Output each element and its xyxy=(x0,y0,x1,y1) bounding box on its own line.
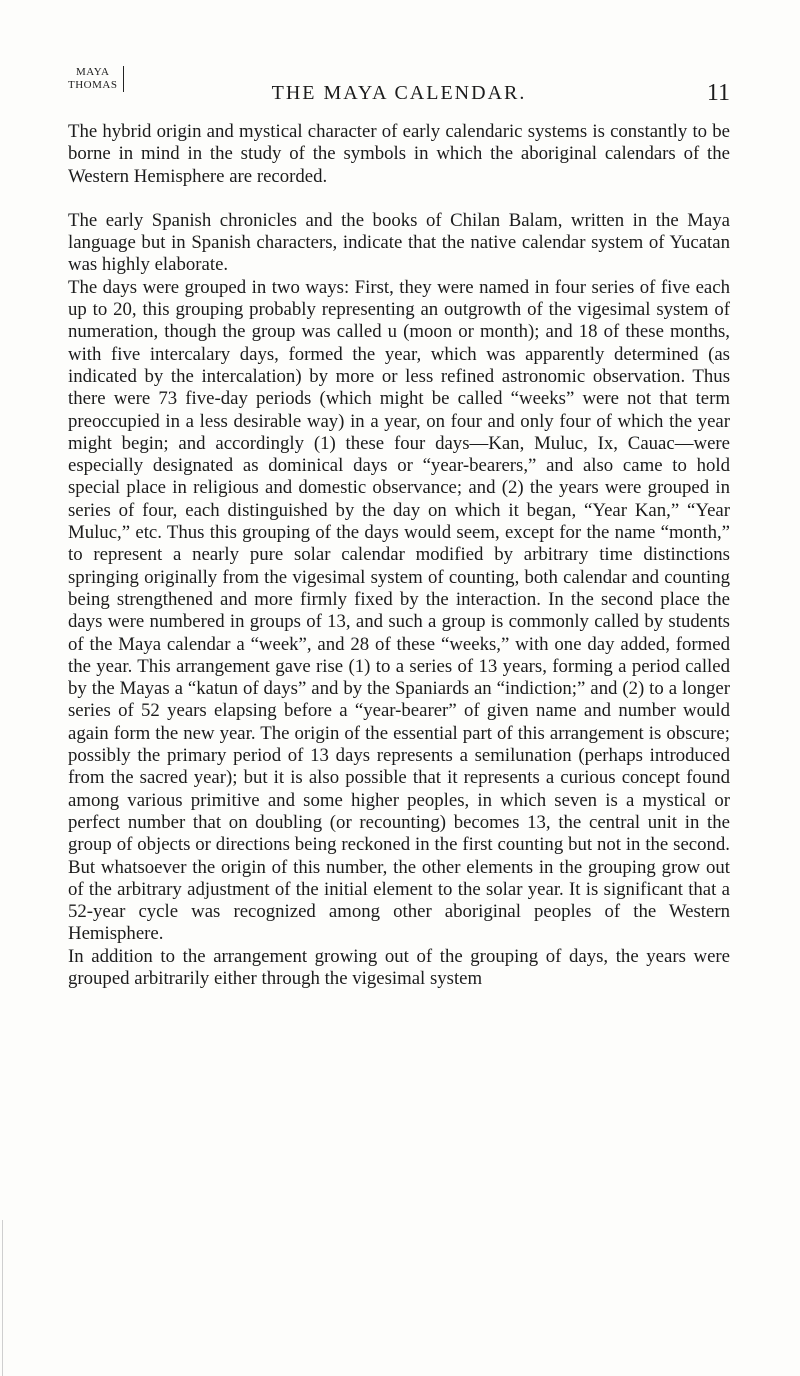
running-head xyxy=(68,60,730,104)
margin-citation-line-2: THOMAS xyxy=(68,79,118,91)
paragraph-4: In addition to the arrangement growing out of the grouping of days, the years were grouped arbitrarily either through the vigesimal system xyxy=(68,945,730,989)
body-text xyxy=(68,121,730,990)
paragraph-1: The hybrid origin and mystical character of early calendaric systems is constantly to be borne in mind in the study of the symbols in which the aboriginal calendars of the Western Hemisphere are recorded. xyxy=(68,121,730,187)
page-edge-mark xyxy=(2,1220,3,1376)
margin-citation-line-1: MAYA xyxy=(76,66,110,78)
page-title: THE MAYA CALENDAR. xyxy=(271,82,527,104)
paragraph-3: The days were grouped in two ways: First, they were named in four series of five each up to 20, this grouping probably representing an outgrowth of the vigesimal system of numeration, though the group was called u (moon or month); and 18 of these months, with five intercalary days, formed the year, which was apparently determined (as indicated by the intercalation) by more or less refined astronomic observation. Thus there were 73 five-day periods (which might be called “weeks” were not that term preoccupied in a less desirable way) in a year, on four and only four of which the year might begin; and accordingly (1) these four days—Kan, Muluc, Ix, Cauac—were especially designated as dominical days or “year-bearers,” and also came to hold special place in religious and domestic observance; and (2) the years were grouped in series of four, each distinguished by the day on which it began, “Year Kan,” “Year Muluc,” etc. Thus this grouping of the days would seem, except for the name “month,” to represent a nearly pure solar calendar modified by arbitrary time distinctions springing originally from the vigesimal system of counting, both calendar and counting being strengthened and more firmly fixed by the interaction. In the second place the days were numbered in groups of 13, and such a group is commonly called by students of the Maya calendar a “week”, and 28 of these “weeks,” with one day added, formed the year. This arrangement gave rise (1) to a series of 13 years, forming a period called by the Mayas a “katun of days” and by the Spaniards an “indiction;” and (2) to a longer series of 52 years elapsing before a “year-bearer” of given name and number would again form the new year. The origin of the essential part of this arrangement is obscure; possibly the primary period of 13 days represents a semilunation (perhaps introduced from the sacred year); but it is also possible that it represents a curious concept found among various primitive and some higher peoples, in which seven is a mystical or perfect number that on doubling (or recounting) becomes 13, the central unit in the group of objects or directions being reckoned in the first counting but not in the second. But whatsoever the origin of this number, the other elements in the grouping grow out of the arbitrary adjustment of the initial element to the solar year. It is significant that a 52-year cycle was recognized among other aboriginal peoples of the Western Hemisphere. xyxy=(68,276,730,945)
paragraph-2: The early Spanish chronicles and the books of Chilan Balam, written in the Maya language but in Spanish characters, indicate that the native calendar system of Yucatan was highly elaborate. xyxy=(68,209,730,276)
page-number: 11 xyxy=(706,80,730,106)
